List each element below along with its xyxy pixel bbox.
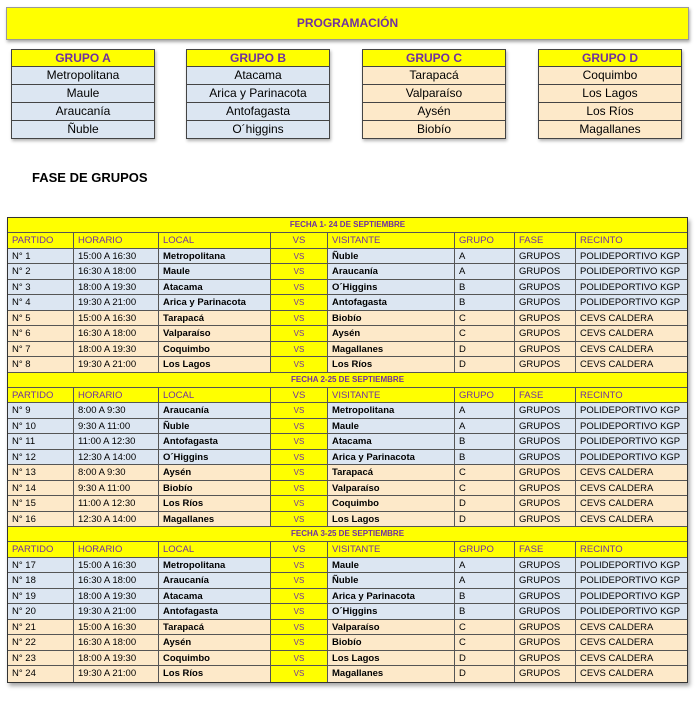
visitante-cell: Arica y Parinacota <box>328 589 455 604</box>
table-row <box>8 403 687 419</box>
visitante-cell: Biobío <box>328 311 455 326</box>
partido-cell: N° 13 <box>8 465 74 480</box>
table-row <box>8 481 687 497</box>
horario-cell: 11:00 A 12:30 <box>74 496 159 511</box>
column-header: HORARIO <box>74 542 159 557</box>
grupo-cell: D <box>455 666 515 682</box>
vs-cell: VS <box>271 558 328 573</box>
grupo-cell: B <box>455 589 515 604</box>
group-team: Coquimbo <box>539 67 681 85</box>
fase-cell: GRUPOS <box>515 465 576 480</box>
partido-cell: N° 2 <box>8 264 74 279</box>
table-row <box>8 651 687 667</box>
column-header: GRUPO <box>455 233 515 248</box>
grupo-cell: D <box>455 357 515 372</box>
partido-cell: N° 24 <box>8 666 74 682</box>
local-cell: Valparaíso <box>159 326 271 341</box>
horario-cell: 18:00 A 19:30 <box>74 342 159 357</box>
vs-cell: VS <box>271 280 328 295</box>
horario-cell: 9:30 A 11:00 <box>74 481 159 496</box>
group-team: Atacama <box>187 67 329 85</box>
visitante-cell: Los Lagos <box>328 651 455 666</box>
partido-cell: N° 7 <box>8 342 74 357</box>
group-team: Valparaíso <box>363 85 505 103</box>
column-header: PARTIDO <box>8 233 74 248</box>
group-team: Biobío <box>363 121 505 138</box>
partido-cell: N° 9 <box>8 403 74 418</box>
recinto-cell: POLIDEPORTIVO KGP <box>580 281 681 293</box>
fase-de-grupos-heading: FASE DE GRUPOS <box>32 170 148 185</box>
grupo-cell: C <box>455 326 515 341</box>
recinto-cell: CEVS CALDERA <box>580 467 654 478</box>
visitante-cell: O´Higgins <box>328 604 455 619</box>
recinto-cell: CEVS CALDERA <box>580 621 654 633</box>
grupo-cell: B <box>455 604 515 619</box>
table-row <box>8 357 687 373</box>
partido-cell: N° 15 <box>8 496 74 511</box>
table-row <box>8 434 687 450</box>
column-header: PARTIDO <box>8 388 74 403</box>
table-row <box>8 264 687 280</box>
table-header-row <box>8 388 687 404</box>
partido-cell: N° 23 <box>8 651 74 666</box>
grupo-cell: A <box>455 419 515 434</box>
local-cell: Ñuble <box>159 419 271 434</box>
partido-cell: N° 16 <box>8 512 74 527</box>
table-row <box>8 496 687 512</box>
local-cell: Los Ríos <box>159 496 271 511</box>
fase-cell: GRUPOS <box>515 295 576 310</box>
vs-cell: VS <box>271 635 328 650</box>
grupo-cell: A <box>455 573 515 588</box>
fase-cell: GRUPOS <box>515 481 576 496</box>
local-cell: Los Ríos <box>159 666 271 682</box>
horario-cell: 19:30 A 21:00 <box>74 604 159 619</box>
fase-cell: GRUPOS <box>515 249 576 264</box>
recinto-cell: CEVS CALDERA <box>580 482 654 494</box>
grupo-cell: A <box>455 264 515 279</box>
fase-cell: GRUPOS <box>515 403 576 418</box>
visitante-cell: Valparaíso <box>328 620 455 635</box>
recinto-cell: CEVS CALDERA <box>580 668 654 679</box>
fase-cell: GRUPOS <box>515 357 576 372</box>
column-header: LOCAL <box>159 233 271 248</box>
fase-cell: GRUPOS <box>515 450 576 465</box>
vs-cell: VS <box>271 357 328 372</box>
group-team: Maule <box>12 85 154 103</box>
horario-cell: 18:00 A 19:30 <box>74 651 159 666</box>
fase-cell: GRUPOS <box>515 558 576 573</box>
table-header-row <box>8 233 687 249</box>
table-row <box>8 465 687 481</box>
column-header: FASE <box>515 233 576 248</box>
column-header: GRUPO <box>455 542 515 557</box>
grupo-cell: C <box>455 311 515 326</box>
fase-cell: GRUPOS <box>515 635 576 650</box>
local-cell: Tarapacá <box>159 311 271 326</box>
column-header: VS <box>271 388 328 403</box>
table-row <box>8 666 687 682</box>
local-cell: Coquimbo <box>159 651 271 666</box>
vs-cell: VS <box>271 496 328 511</box>
column-header: VISITANTE <box>328 542 455 557</box>
grupo-cell: B <box>455 434 515 449</box>
fecha-title: FECHA 1- 24 DE SEPTIEMBRE <box>8 218 687 233</box>
vs-cell: VS <box>271 589 328 604</box>
horario-cell: 16:30 A 18:00 <box>74 264 159 279</box>
partido-cell: N° 17 <box>8 558 74 573</box>
horario-cell: 15:00 A 16:30 <box>74 620 159 635</box>
fase-cell: GRUPOS <box>515 651 576 666</box>
recinto-cell: CEVS CALDERA <box>580 359 654 370</box>
table-row <box>8 450 687 466</box>
grupo-cell: A <box>455 403 515 418</box>
visitante-cell: Magallanes <box>328 666 455 682</box>
group-team: Aysén <box>363 103 505 121</box>
vs-cell: VS <box>271 295 328 310</box>
local-cell: Araucanía <box>159 573 271 588</box>
column-header: RECINTO <box>580 544 623 555</box>
vs-cell: VS <box>271 604 328 619</box>
visitante-cell: Aysén <box>328 326 455 341</box>
fase-cell: GRUPOS <box>515 512 576 527</box>
table-row <box>8 295 687 311</box>
group-team: Los Ríos <box>539 103 681 121</box>
local-cell: Metropolitana <box>159 249 271 264</box>
table-row <box>8 419 687 435</box>
fecha-title: FECHA 2-25 DE SEPTIEMBRE <box>8 373 687 388</box>
grupo-cell: A <box>455 558 515 573</box>
grupo-cell: C <box>455 465 515 480</box>
group-team: Arica y Parinacota <box>187 85 329 103</box>
table-row <box>8 342 687 358</box>
table-header-row <box>8 542 687 558</box>
group-team: Tarapacá <box>363 67 505 85</box>
group-header: GRUPO D <box>539 50 681 67</box>
visitante-cell: O´Higgins <box>328 280 455 295</box>
visitante-cell: Maule <box>328 558 455 573</box>
horario-cell: 16:30 A 18:00 <box>74 635 159 650</box>
recinto-cell: POLIDEPORTIVO KGP <box>580 405 681 416</box>
visitante-cell: Maule <box>328 419 455 434</box>
local-cell: Antofagasta <box>159 604 271 619</box>
local-cell: Aysén <box>159 635 271 650</box>
table-row <box>8 249 687 265</box>
horario-cell: 8:00 A 9:30 <box>74 403 159 418</box>
vs-cell: VS <box>271 465 328 480</box>
horario-cell: 18:00 A 19:30 <box>74 280 159 295</box>
vs-cell: VS <box>271 620 328 635</box>
local-cell: Antofagasta <box>159 434 271 449</box>
recinto-cell: POLIDEPORTIVO KGP <box>580 451 681 463</box>
grupo-cell: C <box>455 481 515 496</box>
group-team: Metropolitana <box>12 67 154 85</box>
recinto-cell: POLIDEPORTIVO KGP <box>580 606 681 617</box>
horario-cell: 16:30 A 18:00 <box>74 573 159 588</box>
group-header: GRUPO C <box>363 50 505 67</box>
recinto-cell: CEVS CALDERA <box>580 652 654 664</box>
horario-cell: 19:30 A 21:00 <box>74 666 159 682</box>
group-team: Araucanía <box>12 103 154 121</box>
visitante-cell: Arica y Parinacota <box>328 450 455 465</box>
local-cell: Atacama <box>159 589 271 604</box>
grupo-cell: B <box>455 295 515 310</box>
fase-cell: GRUPOS <box>515 419 576 434</box>
vs-cell: VS <box>271 342 328 357</box>
horario-cell: 12:30 A 14:00 <box>74 512 159 527</box>
group-a-box <box>11 49 155 139</box>
table-row <box>8 311 687 327</box>
partido-cell: N° 14 <box>8 481 74 496</box>
fase-cell: GRUPOS <box>515 342 576 357</box>
vs-cell: VS <box>271 573 328 588</box>
partido-cell: N° 11 <box>8 434 74 449</box>
visitante-cell: Ñuble <box>328 249 455 264</box>
local-cell: Magallanes <box>159 512 271 527</box>
fase-cell: GRUPOS <box>515 604 576 619</box>
column-header: FASE <box>515 542 576 557</box>
column-header: VISITANTE <box>328 233 455 248</box>
group-team: O´higgins <box>187 121 329 138</box>
fase-cell: GRUPOS <box>515 620 576 635</box>
horario-cell: 15:00 A 16:30 <box>74 249 159 264</box>
grupo-cell: D <box>455 512 515 527</box>
vs-cell: VS <box>271 481 328 496</box>
fase-cell: GRUPOS <box>515 573 576 588</box>
fase-cell: GRUPOS <box>515 326 576 341</box>
visitante-cell: Magallanes <box>328 342 455 357</box>
partido-cell: N° 20 <box>8 604 74 619</box>
partido-cell: N° 1 <box>8 249 74 264</box>
group-b-box <box>186 49 330 139</box>
horario-cell: 19:30 A 21:00 <box>74 295 159 310</box>
vs-cell: VS <box>271 666 328 682</box>
local-cell: Coquimbo <box>159 342 271 357</box>
group-header: GRUPO B <box>187 50 329 67</box>
partido-cell: N° 18 <box>8 573 74 588</box>
grupo-cell: D <box>455 342 515 357</box>
partido-cell: N° 4 <box>8 295 74 310</box>
column-header: RECINTO <box>580 235 623 246</box>
partido-cell: N° 8 <box>8 357 74 372</box>
vs-cell: VS <box>271 450 328 465</box>
visitante-cell: Valparaíso <box>328 481 455 496</box>
fase-cell: GRUPOS <box>515 496 576 511</box>
vs-cell: VS <box>271 403 328 418</box>
grupo-cell: D <box>455 496 515 511</box>
group-team: Ñuble <box>12 121 154 138</box>
group-header: GRUPO A <box>12 50 154 67</box>
partido-cell: N° 22 <box>8 635 74 650</box>
partido-cell: N° 3 <box>8 280 74 295</box>
local-cell: Aysén <box>159 465 271 480</box>
visitante-cell: Coquimbo <box>328 496 455 511</box>
column-header: GRUPO <box>455 388 515 403</box>
vs-cell: VS <box>271 249 328 264</box>
table-row <box>8 558 687 574</box>
recinto-cell: POLIDEPORTIVO KGP <box>580 420 681 432</box>
horario-cell: 18:00 A 19:30 <box>74 589 159 604</box>
column-header: VS <box>271 233 328 248</box>
fase-cell: GRUPOS <box>515 280 576 295</box>
horario-cell: 8:00 A 9:30 <box>74 465 159 480</box>
table-row <box>8 512 687 528</box>
vs-cell: VS <box>271 311 328 326</box>
local-cell: O´Higgins <box>159 450 271 465</box>
recinto-cell: CEVS CALDERA <box>580 513 654 525</box>
visitante-cell: Antofagasta <box>328 295 455 310</box>
grupo-cell: C <box>455 620 515 635</box>
fecha-title: FECHA 3-25 DE SEPTIEMBRE <box>8 527 687 542</box>
recinto-cell: POLIDEPORTIVO KGP <box>580 436 681 447</box>
horario-cell: 15:00 A 16:30 <box>74 311 159 326</box>
column-header: HORARIO <box>74 388 159 403</box>
local-cell: Biobío <box>159 481 271 496</box>
fase-cell: GRUPOS <box>515 434 576 449</box>
fase-cell: GRUPOS <box>515 264 576 279</box>
grupo-cell: A <box>455 249 515 264</box>
horario-cell: 12:30 A 14:00 <box>74 450 159 465</box>
visitante-cell: Atacama <box>328 434 455 449</box>
recinto-cell: CEVS CALDERA <box>580 328 654 339</box>
recinto-cell: POLIDEPORTIVO KGP <box>580 266 681 277</box>
visitante-cell: Tarapacá <box>328 465 455 480</box>
visitante-cell: Araucanía <box>328 264 455 279</box>
group-team: Los Lagos <box>539 85 681 103</box>
fase-cell: GRUPOS <box>515 311 576 326</box>
vs-cell: VS <box>271 651 328 666</box>
partido-cell: N° 21 <box>8 620 74 635</box>
visitante-cell: Metropolitana <box>328 403 455 418</box>
column-header: HORARIO <box>74 233 159 248</box>
recinto-cell: POLIDEPORTIVO KGP <box>580 250 681 262</box>
horario-cell: 15:00 A 16:30 <box>74 558 159 573</box>
fase-cell: GRUPOS <box>515 666 576 682</box>
recinto-cell: POLIDEPORTIVO KGP <box>580 559 681 571</box>
vs-cell: VS <box>271 434 328 449</box>
column-header: VS <box>271 542 328 557</box>
horario-cell: 9:30 A 11:00 <box>74 419 159 434</box>
column-header: LOCAL <box>159 388 271 403</box>
column-header: FASE <box>515 388 576 403</box>
local-cell: Atacama <box>159 280 271 295</box>
horario-cell: 19:30 A 21:00 <box>74 357 159 372</box>
horario-cell: 11:00 A 12:30 <box>74 434 159 449</box>
visitante-cell: Biobío <box>328 635 455 650</box>
vs-cell: VS <box>271 326 328 341</box>
column-header: LOCAL <box>159 542 271 557</box>
grupo-cell: C <box>455 635 515 650</box>
recinto-cell: POLIDEPORTIVO KGP <box>580 575 681 586</box>
table-row <box>8 620 687 636</box>
group-d-box <box>538 49 682 139</box>
column-header: PARTIDO <box>8 542 74 557</box>
fase-cell: GRUPOS <box>515 589 576 604</box>
partido-cell: N° 5 <box>8 311 74 326</box>
programacion-banner: PROGRAMACIÓN <box>6 7 689 40</box>
table-row <box>8 280 687 296</box>
recinto-cell: CEVS CALDERA <box>580 637 654 648</box>
column-header: VISITANTE <box>328 388 455 403</box>
partido-cell: N° 19 <box>8 589 74 604</box>
vs-cell: VS <box>271 419 328 434</box>
vs-cell: VS <box>271 264 328 279</box>
grupo-cell: B <box>455 280 515 295</box>
visitante-cell: Los Lagos <box>328 512 455 527</box>
local-cell: Maule <box>159 264 271 279</box>
recinto-cell: CEVS CALDERA <box>580 498 654 509</box>
recinto-cell: POLIDEPORTIVO KGP <box>580 590 681 602</box>
group-team: Antofagasta <box>187 103 329 121</box>
table-row <box>8 326 687 342</box>
recinto-cell: CEVS CALDERA <box>580 312 654 324</box>
grupo-cell: D <box>455 651 515 666</box>
recinto-cell: CEVS CALDERA <box>580 343 654 355</box>
group-c-box <box>362 49 506 139</box>
vs-cell: VS <box>271 512 328 527</box>
table-row <box>8 604 687 620</box>
local-cell: Araucanía <box>159 403 271 418</box>
table-row <box>8 635 687 651</box>
partido-cell: N° 6 <box>8 326 74 341</box>
local-cell: Tarapacá <box>159 620 271 635</box>
table-row <box>8 573 687 589</box>
table-row <box>8 589 687 605</box>
partido-cell: N° 10 <box>8 419 74 434</box>
column-header: RECINTO <box>580 389 623 401</box>
partido-cell: N° 12 <box>8 450 74 465</box>
horario-cell: 16:30 A 18:00 <box>74 326 159 341</box>
local-cell: Los Lagos <box>159 357 271 372</box>
schedule-table <box>7 217 688 683</box>
local-cell: Metropolitana <box>159 558 271 573</box>
visitante-cell: Ñuble <box>328 573 455 588</box>
recinto-cell: POLIDEPORTIVO KGP <box>580 297 681 308</box>
grupo-cell: B <box>455 450 515 465</box>
visitante-cell: Los Ríos <box>328 357 455 372</box>
group-team: Magallanes <box>539 121 681 138</box>
local-cell: Arica y Parinacota <box>159 295 271 310</box>
